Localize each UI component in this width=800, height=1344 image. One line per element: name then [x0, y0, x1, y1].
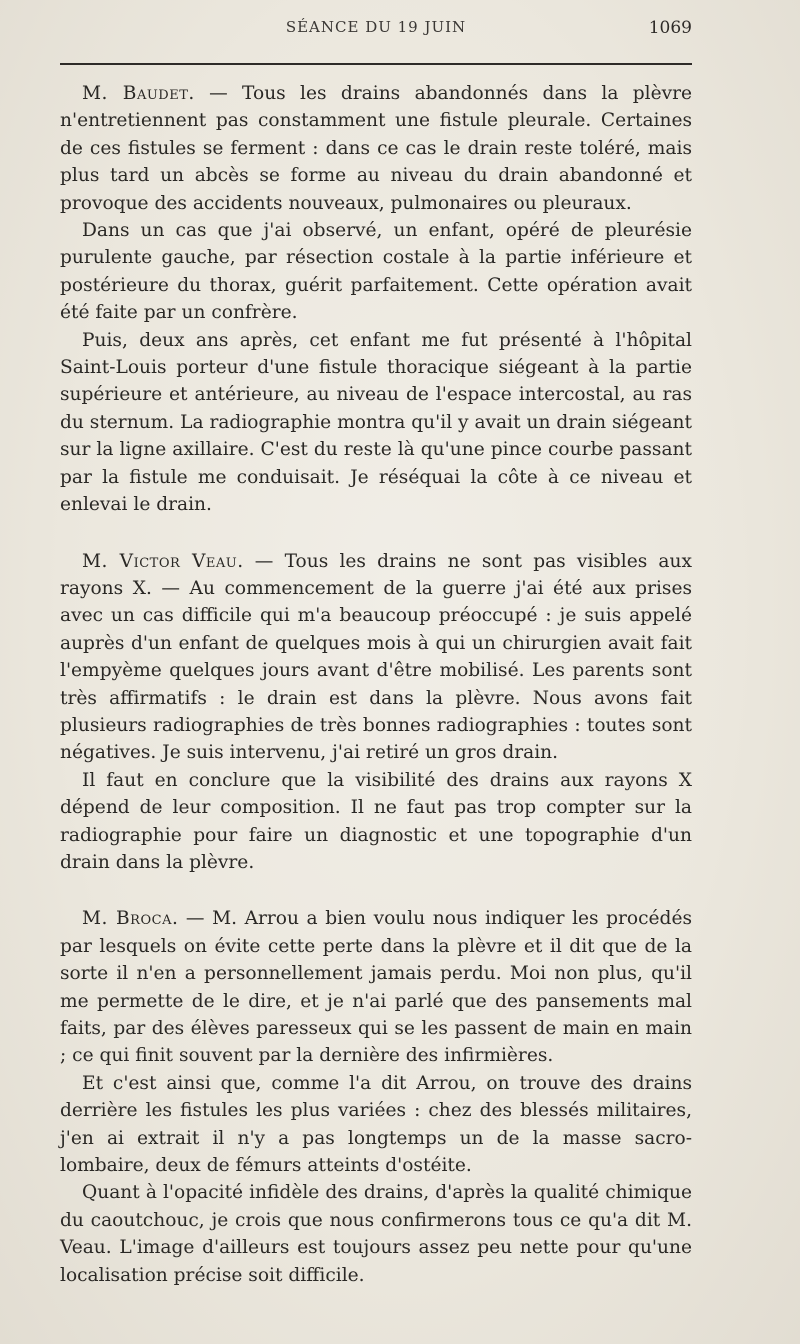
paragraph-baudet-1	[60, 80, 692, 217]
running-head: SÉANCE DU 19 JUIN	[285, 18, 467, 36]
article-body	[60, 80, 692, 1289]
speaker-name: M. Victor Veau.	[82, 550, 244, 572]
page-header	[60, 18, 692, 44]
paragraph-text: — Tous les drains abandonnés dans la plèvre n'entretiennent pas constamment une fistule pleurale. Certaines de ces fistules se ferment : dans ce cas le drain reste toléré, mais plus tard un abcès se forme au niveau du drain abandonné et provoque des accidents nouveaux, pulmonaires ou pleuraux.	[60, 83, 692, 214]
page-number: 1069	[648, 18, 692, 38]
paragraph-veau-2: Il faut en conclure que la visibilité des drains aux rayons X dépend de leur composition. Il ne faut pas trop compter sur la radiographie pour faire un diagnostic et une topographie d'un drain dans la plèvre.	[60, 769, 692, 873]
paragraph-broca-2: Et c'est ainsi que, comme l'a dit Arrou, on trouve des drains derrière les fistules les plus variées : chez des blessés militaires, j'en ai extrait il n'y a pas longtemps un de la masse sacro-lombaire, deux de fémurs atteints d'ostéite.	[60, 1072, 692, 1177]
header-rule	[60, 63, 692, 65]
paragraph-baudet-3: Puis, deux ans après, cet enfant me fut présenté à l'hôpital Saint-Louis porteur d'une fistule thoracique siégeant à la partie supérieure et antérieure, au niveau de l'espace intercostal, au ras du sternum. La radiographie montra qu'il y avait un drain siégeant sur la ligne axillaire. C'est du reste là qu'une pince courbe passant par la fistule me conduisait. Je réséquai la côte à ce niveau et enlevai le drain.	[60, 329, 692, 516]
paragraph-baudet-2: Dans un cas que j'ai observé, un enfant, opéré de pleurésie purulente gauche, par résection costale à la partie inférieure et postérieure du thorax, guérit parfaitement. Cette opération avait été faite par un confrère.	[60, 220, 692, 324]
paragraph-text: — Tous les drains ne sont pas visibles aux rayons X. — Au commencement de la guerre j'ai été aux prises avec un cas difficile qui m'a beaucoup préoccupé : je suis appelé auprès d'un enfant de quelques mois à qui un chirurgien avait fait l'empyème quelques jours avant d'être mobilisé. Les parents sont très affirmatifs : le drain est dans la plèvre. Nous avons fait plusieurs radiographies de très bonnes radiographies : toutes sont négatives. Je suis intervenu, j'ai retiré un gros drain.	[60, 550, 692, 764]
paragraph-veau-1	[60, 548, 692, 767]
paragraph-text: — M. Arrou a bien voulu nous indiquer les procédés par lesquels on évite cette perte dans la plèvre et il dit que de la sorte il n'en a personnellement jamais perdu. Moi non plus, qu'il me permette de le dire, et je n'ai parlé que des pansements mal faits, par des élèves paresseux qui se les passent de main en main ; ce qui finit souvent par la dernière des infirmières.	[60, 908, 692, 1067]
speaker-name: M. Broca.	[82, 908, 179, 930]
paragraph-broca-1	[60, 905, 692, 1069]
paragraph-broca-3: Quant à l'opacité infidèle des drains, d'après la qualité chimique du caoutchouc, je crois que nous confirmerons tous ce qu'a dit M. Veau. L'image d'ailleurs est toujours assez peu nette pour qu'une localisation précise soit difficile.	[60, 1182, 692, 1286]
speaker-name: M. Baudet.	[82, 83, 195, 104]
